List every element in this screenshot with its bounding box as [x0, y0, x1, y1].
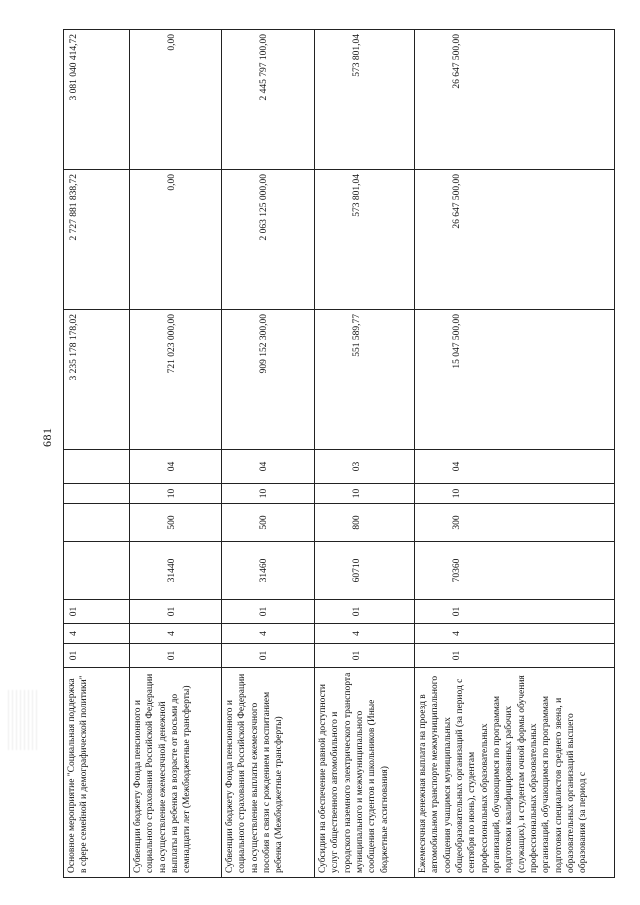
code-subprogram: 4: [415, 624, 615, 644]
code-expense-type: [64, 504, 130, 542]
row-name: Субвенции бюджету Фонда пенсионного и социального страхования Российской Федерации на осуществление выплаты ежемесячного пособия в связи с рождением и воспитанием ребенка (Межбюджетные трансферты): [222, 668, 315, 878]
amount-year-1: 721 023 000,00: [130, 310, 222, 450]
code-subprogram: 4: [222, 624, 315, 644]
code-event: 01: [415, 600, 615, 624]
code-program: 01: [315, 644, 415, 668]
code-subsection: 04: [222, 450, 315, 484]
table-row: [415, 30, 615, 878]
code-program: 01: [130, 644, 222, 668]
code-section: [64, 484, 130, 504]
amount-year-2: 2 063 125 000,00: [222, 170, 315, 310]
code-event: 01: [64, 600, 130, 624]
code-program: 01: [64, 644, 130, 668]
row-name: Субсидии на обеспечение равной доступности услуг общественного автомобильного и городского наземного электрического транспорта муниципального и межмуниципального сообщения студентов и школьников (Иные бюджетные ассигнования): [315, 668, 415, 878]
page-number: 681: [40, 427, 54, 447]
code-section: 10: [130, 484, 222, 504]
amount-year-3: 573 801,04: [315, 30, 415, 170]
code-expense-type: 500: [222, 504, 315, 542]
code-event: 01: [315, 600, 415, 624]
code-subprogram: 4: [315, 624, 415, 644]
amount-year-3: 3 081 040 414,72: [64, 30, 130, 170]
amount-year-2: 2 727 881 838,72: [64, 170, 130, 310]
code-program: 01: [222, 644, 315, 668]
table-row: [130, 30, 222, 878]
code-subprogram: 4: [130, 624, 222, 644]
table-row: [222, 30, 315, 878]
amount-year-3: 2 445 797 100,00: [222, 30, 315, 170]
amount-year-2: 26 647 500,00: [415, 170, 615, 310]
code-direction: [64, 542, 130, 600]
code-direction: 60710: [315, 542, 415, 600]
scan-artifact: [8, 690, 38, 750]
code-direction: 31460: [222, 542, 315, 600]
code-subsection: [64, 450, 130, 484]
rotated-table-container: [63, 30, 615, 878]
amount-year-1: 909 152 300,00: [222, 310, 315, 450]
amount-year-3: 26 647 500,00: [415, 30, 615, 170]
code-section: 10: [222, 484, 315, 504]
table-row: [64, 30, 130, 878]
code-direction: 31440: [130, 542, 222, 600]
row-name: Ежемесячная денежная выплата на проезд в автомобильном транспорте межмуниципального сообщения учащимся муниципальных общеобразовательных организаций (за период с сентября по июнь), студентам профессиональных образовательных организаций, обучающимся по программам подготовки квалифицированных рабочих (служащих), и студентам очной формы обучения профессиональных образовательных организаций, обучающимся по программам подготовки специалистов среднего звена, и образовательных организаций высшего образования (за период с: [415, 668, 615, 878]
amount-year-3: 0,00: [130, 30, 222, 170]
code-direction: 70360: [415, 542, 615, 600]
amount-year-2: 0,00: [130, 170, 222, 310]
code-expense-type: 500: [130, 504, 222, 542]
code-event: 01: [222, 600, 315, 624]
code-program: 01: [415, 644, 615, 668]
code-expense-type: 800: [315, 504, 415, 542]
amount-year-2: 573 801,04: [315, 170, 415, 310]
budget-table: [63, 29, 615, 878]
code-subsection: 04: [415, 450, 615, 484]
code-subprogram: 4: [64, 624, 130, 644]
table-row: [315, 30, 415, 878]
code-subsection: 04: [130, 450, 222, 484]
row-name: Основное мероприятие "Социальная поддержка в сфере семейной и демографической политики": [64, 668, 130, 878]
row-name: Субвенции бюджету Фонда пенсионного и социального страхования Российской Федерации на осуществление ежемесячной денежной выплаты на ребенка в возрасте от восьми до семнадцати лет (Межбюджетные трансферты): [130, 668, 222, 878]
code-subsection: 03: [315, 450, 415, 484]
amount-year-1: 15 047 500,00: [415, 310, 615, 450]
amount-year-1: 551 589,77: [315, 310, 415, 450]
code-expense-type: 300: [415, 504, 615, 542]
code-section: 10: [415, 484, 615, 504]
code-section: 10: [315, 484, 415, 504]
code-event: 01: [130, 600, 222, 624]
amount-year-1: 3 235 178 178,02: [64, 310, 130, 450]
